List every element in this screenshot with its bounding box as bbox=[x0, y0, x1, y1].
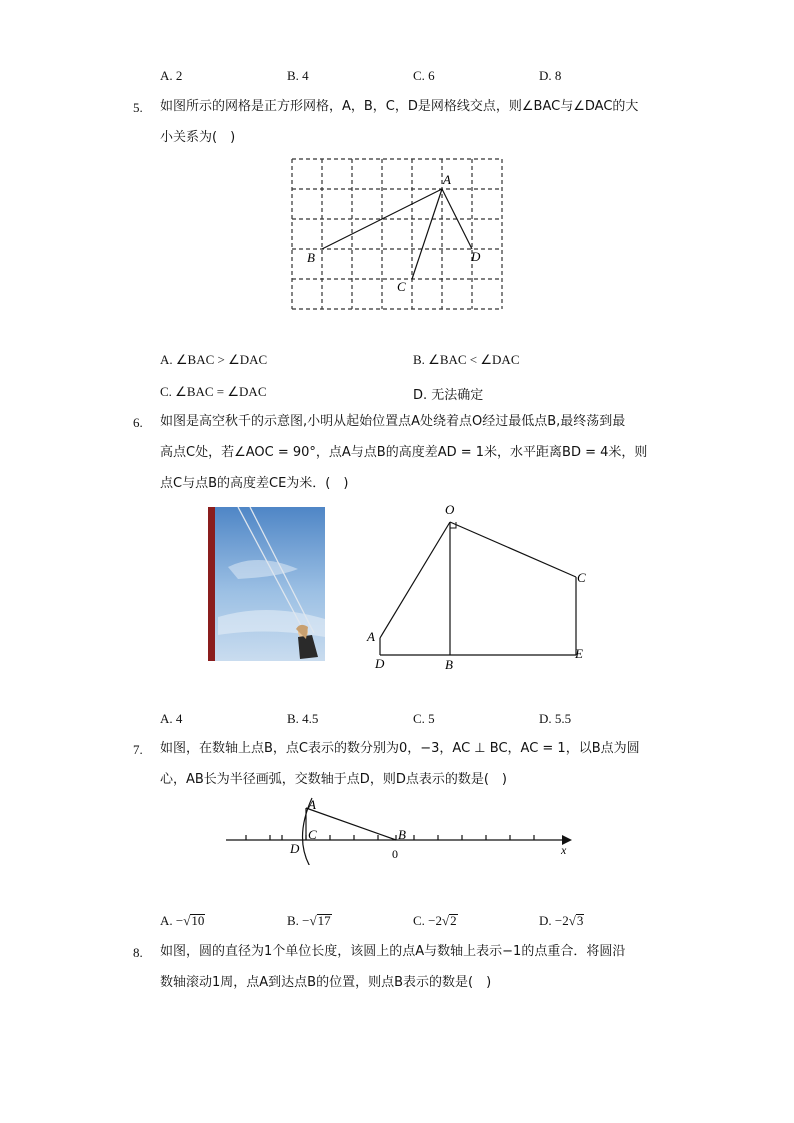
option-a: A. 4 bbox=[160, 711, 183, 726]
label-c: C bbox=[397, 279, 406, 294]
segment-ab bbox=[306, 808, 396, 840]
number-line-figure bbox=[222, 795, 577, 865]
swing-diagram bbox=[362, 500, 592, 675]
label-b: B bbox=[307, 250, 315, 265]
swing-photo bbox=[208, 507, 325, 661]
prev-option-a: A. 2 bbox=[160, 68, 183, 83]
prev-option-c: C. 6 bbox=[413, 68, 435, 83]
option-letter: D. bbox=[539, 913, 552, 928]
option-c: C. 5 bbox=[413, 711, 435, 726]
option-sign: − bbox=[302, 913, 310, 928]
question-text-line2: 数轴滚动1周，点A到达点B的位置，则点B表示的数是( ) bbox=[160, 975, 492, 990]
label-b: B bbox=[445, 657, 453, 672]
question-text-line3: 点C与点B的高度差CE为米．( ) bbox=[160, 476, 349, 491]
segment-oc bbox=[450, 522, 576, 577]
label-a: A bbox=[308, 797, 316, 812]
option-d bbox=[539, 913, 584, 929]
option-radical: 17 bbox=[317, 913, 331, 928]
option-a: A. ∠BAC > ∠DAC bbox=[160, 352, 268, 367]
label-e: E bbox=[575, 646, 583, 661]
option-b: B. 4.5 bbox=[287, 711, 319, 726]
question-text-line2: 心，AB长为半径画弧，交数轴于点D，则D点表示的数是( ) bbox=[160, 772, 507, 787]
option-radical: 10 bbox=[191, 913, 205, 928]
question-number: 6. bbox=[133, 415, 143, 430]
question-text-line1: 如图所示的网格是正方形网格，A，B，C，D是网格线交点，则∠BAC与∠DAC的大 bbox=[160, 99, 639, 114]
option-c: C. ∠BAC = ∠DAC bbox=[160, 384, 267, 399]
question-text-line1: 如图是高空秋千的示意图,小明从起始位置点A处绕着点O经过最低点B,最终荡到最 bbox=[160, 414, 626, 429]
segment-ac bbox=[412, 189, 442, 279]
option-letter: A. bbox=[160, 913, 173, 928]
label-a: A bbox=[367, 629, 375, 644]
question-text-line2: 小关系为( ) bbox=[160, 130, 236, 145]
grid-figure bbox=[285, 152, 510, 317]
label-x: x bbox=[561, 843, 567, 857]
option-d: D. 无法确定 bbox=[413, 388, 484, 403]
label-a: A bbox=[443, 172, 451, 187]
sqrt-icon: √ bbox=[568, 913, 576, 928]
option-b: B. ∠BAC < ∠DAC bbox=[413, 352, 520, 367]
option-letter: C. bbox=[413, 913, 425, 928]
option-radical: 3 bbox=[576, 913, 584, 928]
sqrt-icon: √ bbox=[442, 913, 450, 928]
option-d: D. 5.5 bbox=[539, 711, 572, 726]
option-letter: B. bbox=[287, 913, 299, 928]
option-a bbox=[160, 913, 205, 929]
sqrt-icon: √ bbox=[183, 913, 191, 928]
prev-option-b: B. 4 bbox=[287, 68, 309, 83]
label-zero: 0 bbox=[392, 847, 398, 861]
label-c: C bbox=[308, 827, 317, 842]
label-d: D bbox=[471, 249, 481, 264]
label-c: C bbox=[577, 570, 586, 585]
prev-option-d: D. 8 bbox=[539, 68, 562, 83]
question-number: 7. bbox=[133, 742, 143, 757]
segment-oa bbox=[380, 522, 450, 638]
question-number: 5. bbox=[133, 100, 143, 115]
option-sign: −2 bbox=[554, 913, 569, 928]
option-c bbox=[413, 913, 458, 929]
label-o: O bbox=[445, 502, 455, 517]
label-d: D bbox=[375, 656, 385, 671]
option-radical: 2 bbox=[450, 913, 457, 928]
option-sign: −2 bbox=[428, 913, 443, 928]
question-text-line1: 如图，在数轴上点B，点C表示的数分别为0，−3，AC ⊥ BC，AC = 1，以B点为圆 bbox=[160, 741, 640, 756]
label-b: B bbox=[398, 827, 406, 842]
question-number: 8. bbox=[133, 945, 143, 960]
question-text-line1: 如图，圆的直径为1个单位长度，该圆上的点A与数轴上表示−1的点重合．将圆沿 bbox=[160, 944, 626, 959]
question-text-line2: 高点C处，若∠AOC = 90°，点A与点B的高度差AD = 1米，水平距离BD = 4米，则 bbox=[160, 445, 648, 460]
option-b bbox=[287, 913, 332, 929]
label-d: D bbox=[290, 841, 300, 856]
option-sign: − bbox=[175, 913, 184, 928]
sqrt-icon: √ bbox=[309, 913, 317, 928]
